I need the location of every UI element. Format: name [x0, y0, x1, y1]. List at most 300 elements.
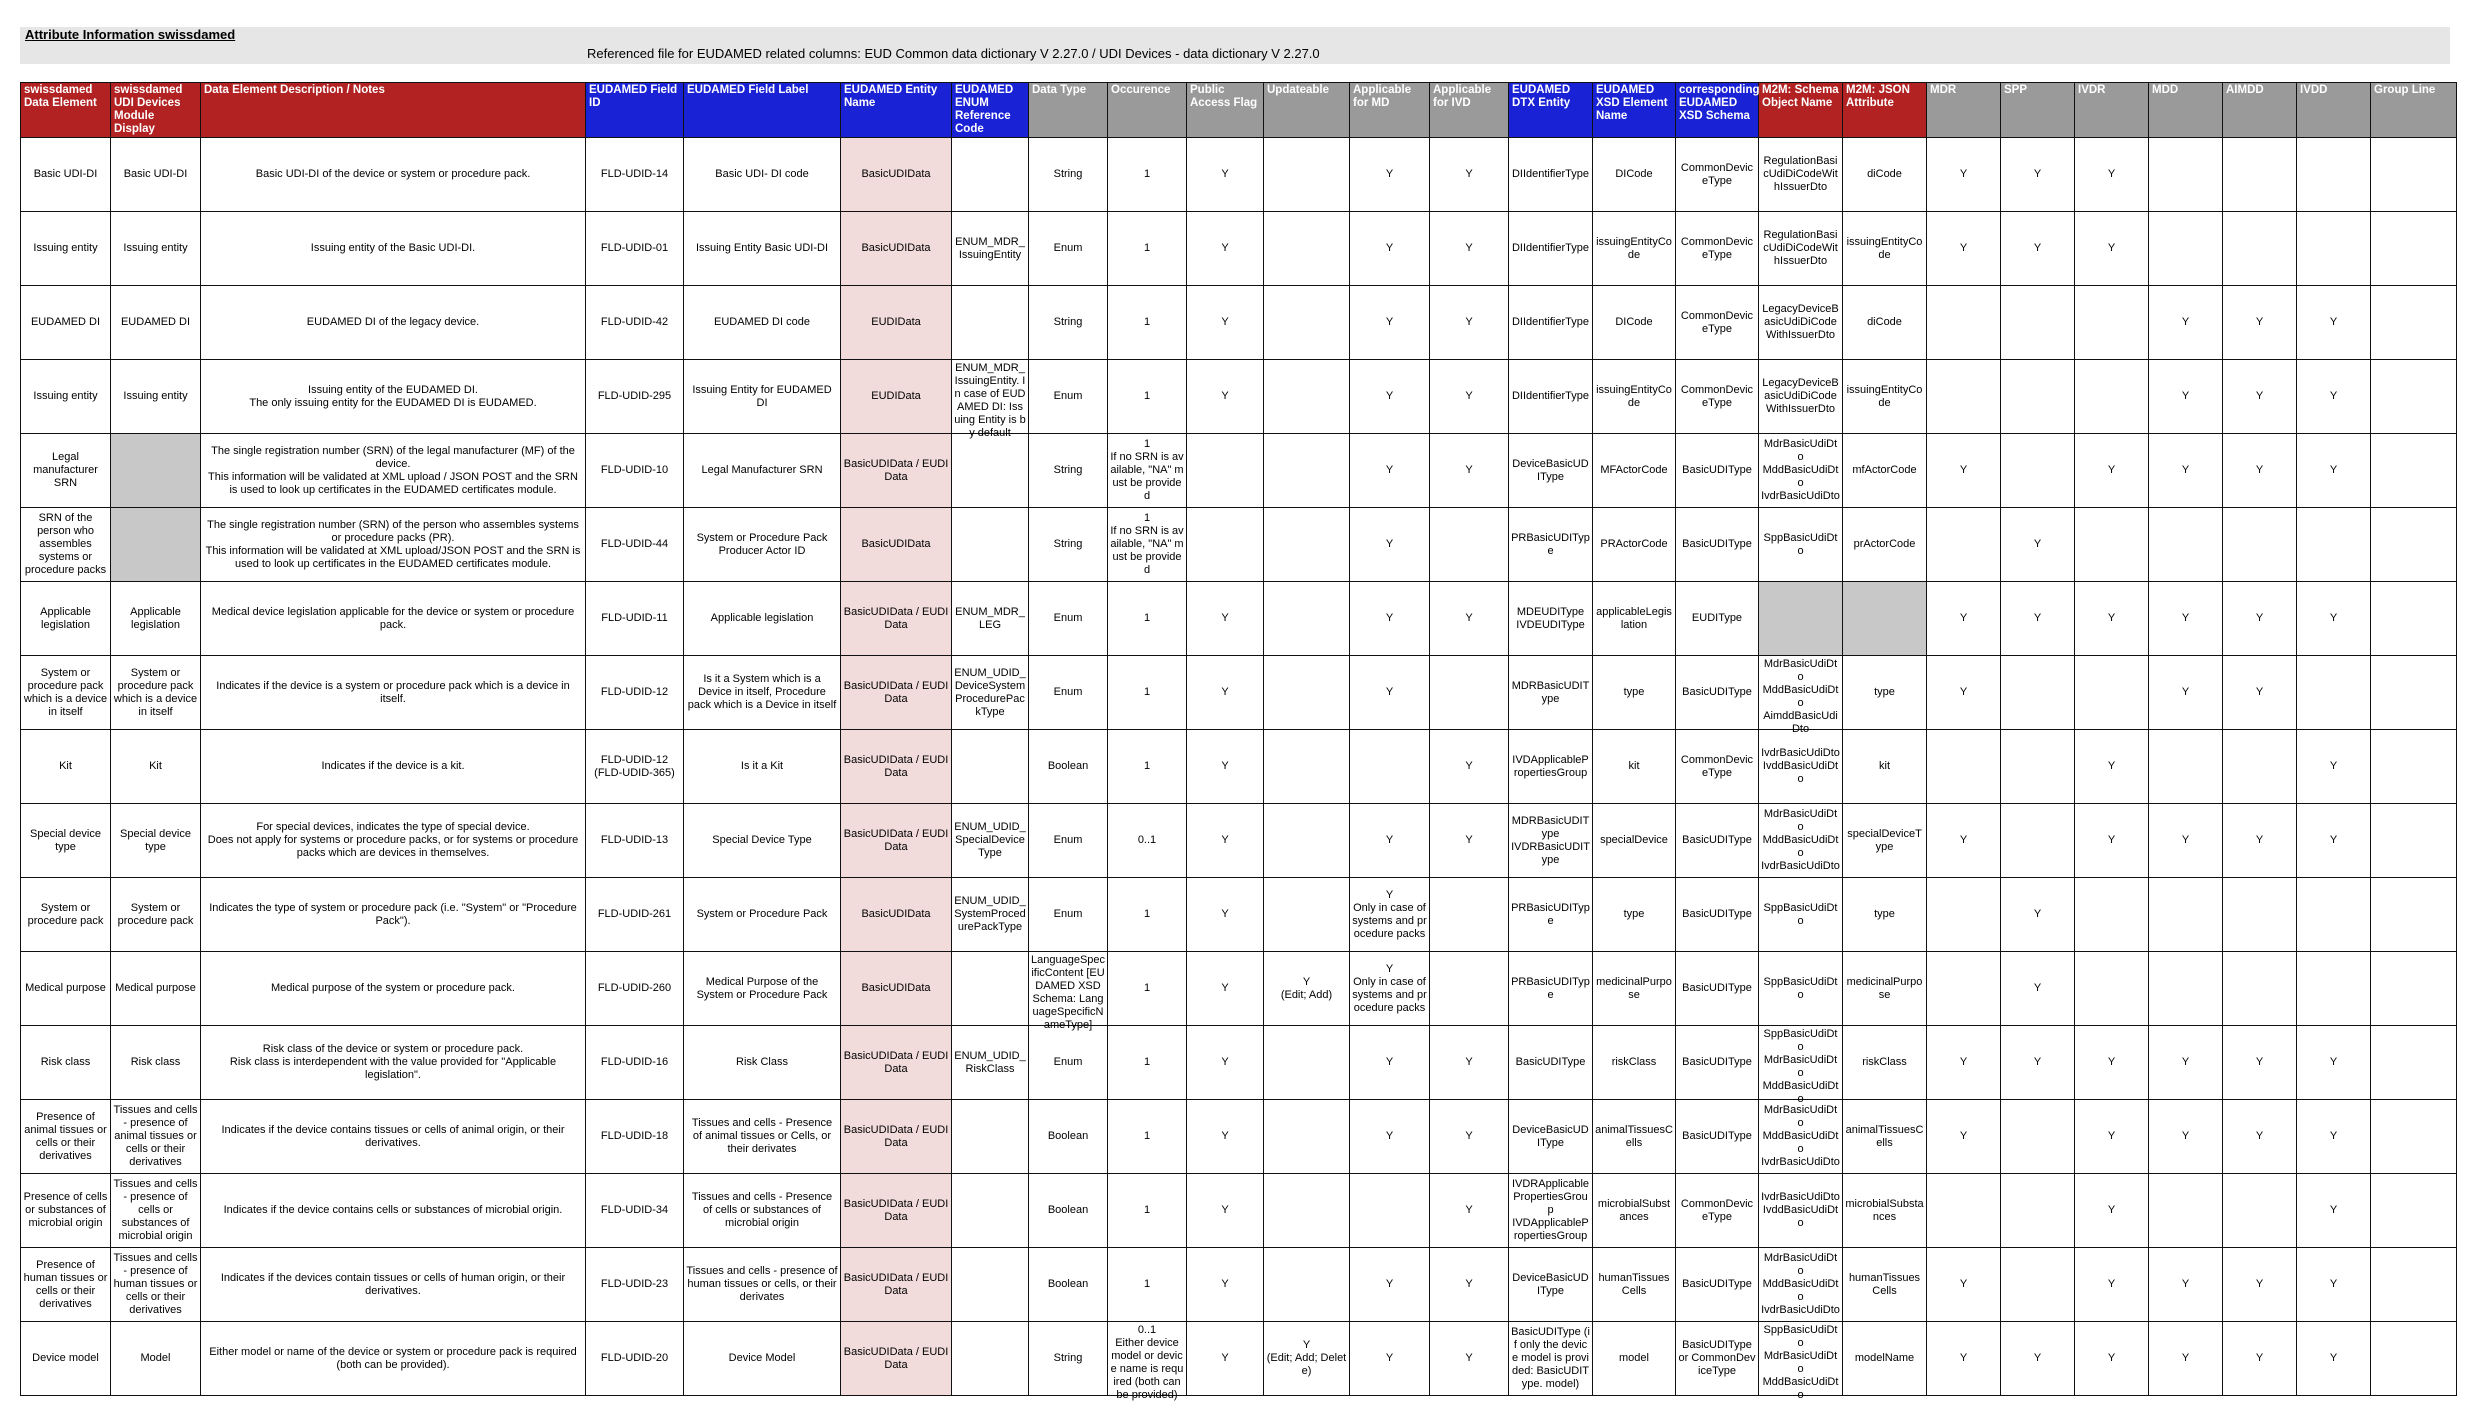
table-cell	[2223, 508, 2297, 582]
table-cell	[111, 434, 201, 508]
table-cell: BasicUDIData / EUDIData	[841, 582, 952, 656]
attribute-table	[20, 82, 2457, 1401]
column-header: swissdamed UDI Devices Module Display	[111, 83, 201, 138]
column-header: swissdamed Data Element	[21, 83, 111, 138]
table-cell: BasicUDIType	[1676, 1026, 1759, 1100]
table-cell: Y	[1430, 212, 1509, 286]
table-cell: Indicates the type of system or procedure pack (i.e. "System" or "Procedure Pack").	[201, 878, 586, 952]
column-header: EUDAMED DTX Entity	[1509, 83, 1593, 138]
table-cell	[2371, 878, 2457, 952]
table-cell: Basic UDI-DI	[111, 138, 201, 212]
table-cell: CommonDeviceType	[1676, 1174, 1759, 1248]
table-row	[21, 730, 2457, 804]
table-cell: FLD-UDID-42	[586, 286, 684, 360]
table-cell: System or Procedure Pack Producer Actor ID	[684, 508, 841, 582]
table-cell	[1264, 138, 1350, 212]
table-cell: 1	[1108, 286, 1187, 360]
table-cell: BasicUDIType (if only the device model is provided: BasicUDIType. model)	[1509, 1322, 1593, 1396]
table-cell: BasicUDIData / EUDIData	[841, 804, 952, 878]
table-cell: Presence of cells or substances of microbial origin	[21, 1174, 111, 1248]
table-cell: Y	[1187, 1322, 1264, 1396]
table-cell	[1927, 286, 2001, 360]
table-cell: BasicUDIData / EUDIData	[841, 434, 952, 508]
column-header: Group Line	[2371, 83, 2457, 138]
table-cell	[1430, 508, 1509, 582]
table-cell: Y	[1187, 1248, 1264, 1322]
table-cell: 1	[1108, 656, 1187, 730]
table-cell: 1	[1108, 1100, 1187, 1174]
table-cell: Kit	[21, 730, 111, 804]
table-cell: Y	[1430, 360, 1509, 434]
table-cell	[2075, 508, 2149, 582]
table-cell: prActorCode	[1843, 508, 1927, 582]
table-cell: DeviceBasicUDIType	[1509, 1248, 1593, 1322]
column-header: Updateable	[1264, 83, 1350, 138]
table-cell	[1843, 582, 1927, 656]
table-cell: Y	[1430, 1026, 1509, 1100]
table-cell: diCode	[1843, 138, 1927, 212]
table-cell: 1	[1108, 582, 1187, 656]
table-cell: modelName	[1843, 1322, 1927, 1396]
table-cell: Y	[1187, 138, 1264, 212]
table-cell: model	[1593, 1322, 1676, 1396]
table-cell: Tissues and cells - presence of human tissues or cells, or their derivates	[684, 1248, 841, 1322]
table-cell: BasicUDIType	[1676, 656, 1759, 730]
table-cell: DIIdentifierType	[1509, 212, 1593, 286]
table-cell: Issuing entity	[21, 212, 111, 286]
table-cell	[1927, 730, 2001, 804]
table-cell: Y	[1927, 582, 2001, 656]
table-cell: Y	[1350, 656, 1430, 730]
table-cell: PRActorCode	[1593, 508, 1676, 582]
table-cell: riskClass	[1593, 1026, 1676, 1100]
table-cell	[2371, 434, 2457, 508]
table-cell: Y	[1350, 804, 1430, 878]
table-cell: 1	[1108, 730, 1187, 804]
table-cell	[2001, 730, 2075, 804]
table-cell: Y Only in case of systems and procedure packs	[1350, 878, 1430, 952]
table-cell	[2371, 1322, 2457, 1396]
table-cell: Y	[1350, 1248, 1430, 1322]
table-cell: DICode	[1593, 286, 1676, 360]
table-cell: riskClass	[1843, 1026, 1927, 1100]
table-cell: specialDevice	[1593, 804, 1676, 878]
table-cell: Y	[1430, 1248, 1509, 1322]
table-cell: Y	[1187, 804, 1264, 878]
table-cell: FLD-UDID-12 (FLD-UDID-365)	[586, 730, 684, 804]
table-cell: Special device type	[21, 804, 111, 878]
table-cell: CommonDeviceType	[1676, 138, 1759, 212]
table-cell	[2075, 656, 2149, 730]
table-cell: BasicUDIType	[1676, 1248, 1759, 1322]
table-cell: Medical purpose	[21, 952, 111, 1026]
table-cell: issuingEntityCode	[1843, 360, 1927, 434]
table-row	[21, 804, 2457, 878]
table-cell	[952, 1174, 1029, 1248]
table-cell: Special device type	[111, 804, 201, 878]
column-header: M2M: Schema Object Name	[1759, 83, 1843, 138]
table-cell	[952, 952, 1029, 1026]
table-cell: Y	[2075, 1100, 2149, 1174]
table-cell	[2371, 730, 2457, 804]
table-cell: Issuing entity	[111, 212, 201, 286]
table-cell	[1927, 952, 2001, 1026]
table-row	[21, 1322, 2457, 1396]
table-cell	[2001, 804, 2075, 878]
table-cell: Applicable legislation	[111, 582, 201, 656]
table-cell: CommonDeviceType	[1676, 212, 1759, 286]
table-cell: System or Procedure Pack	[684, 878, 841, 952]
table-row	[21, 286, 2457, 360]
table-cell: Y	[2223, 1026, 2297, 1100]
table-cell	[2149, 508, 2223, 582]
table-cell	[1264, 582, 1350, 656]
table-cell: Y	[2075, 1174, 2149, 1248]
table-cell: ENUM_UDID_DeviceSystemProcedurePackType	[952, 656, 1029, 730]
table-cell: Y	[1927, 1100, 2001, 1174]
table-cell: type	[1843, 656, 1927, 730]
table-cell	[1264, 1248, 1350, 1322]
table-cell: Either model or name of the device or system or procedure pack is required (both can be provided).	[201, 1322, 586, 1396]
table-cell: The single registration number (SRN) of the legal manufacturer (MF) of the device. This information will be validated at XML upload / JSON POST and the SRN is used to look up certificates in the EUDAMED certificates module.	[201, 434, 586, 508]
table-cell: Basic UDI-DI of the device or system or procedure pack.	[201, 138, 586, 212]
table-cell: Y	[2223, 656, 2297, 730]
table-cell: RegulationBasicUdiDiCodeWithIssuerDto	[1759, 212, 1843, 286]
table-cell: applicableLegislation	[1593, 582, 1676, 656]
table-cell: FLD-UDID-261	[586, 878, 684, 952]
table-cell: PRBasicUDIType	[1509, 878, 1593, 952]
table-cell	[2149, 878, 2223, 952]
table-cell: Y	[2075, 1026, 2149, 1100]
table-cell: Y	[2075, 730, 2149, 804]
table-cell: Y	[1927, 138, 2001, 212]
table-cell: Y	[2001, 1322, 2075, 1396]
table-cell: Applicable legislation	[21, 582, 111, 656]
table-cell: Y	[1350, 508, 1430, 582]
table-cell	[2001, 1100, 2075, 1174]
table-cell: Medical device legislation applicable for the device or system or procedure pack.	[201, 582, 586, 656]
column-header: EUDAMED ENUM Reference Code	[952, 83, 1029, 138]
table-cell: Y	[1430, 1322, 1509, 1396]
table-cell: Device Model	[684, 1322, 841, 1396]
table-row	[21, 212, 2457, 286]
table-cell: SppBasicUdiDto	[1759, 878, 1843, 952]
table-cell: Y	[2001, 878, 2075, 952]
table-cell: Enum	[1029, 656, 1108, 730]
table-cell	[1927, 878, 2001, 952]
column-header: Occurence	[1108, 83, 1187, 138]
table-cell	[1927, 360, 2001, 434]
table-cell	[1430, 952, 1509, 1026]
table-cell: Y	[1350, 1026, 1430, 1100]
table-cell: humanTissuesCells	[1593, 1248, 1676, 1322]
table-cell: Y Only in case of systems and procedure packs	[1350, 952, 1430, 1026]
table-cell: Issuing entity of the Basic UDI-DI.	[201, 212, 586, 286]
table-cell: ENUM_UDID_RiskClass	[952, 1026, 1029, 1100]
table-cell: Y	[2149, 286, 2223, 360]
table-cell	[1264, 508, 1350, 582]
table-cell: Tissues and cells - presence of animal tissues or cells or their derivatives	[111, 1100, 201, 1174]
table-cell	[952, 286, 1029, 360]
table-cell: Issuing Entity for EUDAMED DI	[684, 360, 841, 434]
table-cell: 1	[1108, 1248, 1187, 1322]
table-cell: Y	[1927, 1248, 2001, 1322]
table-cell: Y	[1350, 360, 1430, 434]
table-cell	[2371, 804, 2457, 878]
table-cell: Is it a Kit	[684, 730, 841, 804]
table-cell: System or procedure pack which is a device in itself	[21, 656, 111, 730]
table-cell	[2075, 952, 2149, 1026]
column-header: SPP	[2001, 83, 2075, 138]
table-cell: MdrBasicUdiDto MddBasicUdiDto IvdrBasicUdiDto	[1759, 1100, 1843, 1174]
table-cell: 1 If no SRN is available, "NA" must be provided	[1108, 434, 1187, 508]
table-cell	[1350, 1174, 1430, 1248]
table-cell	[1264, 730, 1350, 804]
table-cell	[2223, 212, 2297, 286]
table-row	[21, 1100, 2457, 1174]
table-cell: FLD-UDID-20	[586, 1322, 684, 1396]
table-cell: Y	[2001, 1026, 2075, 1100]
table-cell: Y	[1187, 360, 1264, 434]
table-row	[21, 878, 2457, 952]
table-cell: Y	[1430, 286, 1509, 360]
table-cell: Special Device Type	[684, 804, 841, 878]
table-cell: Y	[2223, 360, 2297, 434]
table-cell: Y	[2223, 286, 2297, 360]
table-cell: Y	[1927, 656, 2001, 730]
table-cell	[1264, 360, 1350, 434]
table-cell: type	[1843, 878, 1927, 952]
table-cell: Y	[2297, 360, 2371, 434]
table-cell: Y	[2149, 1248, 2223, 1322]
table-cell	[2001, 360, 2075, 434]
table-cell: Is it a System which is a Device in itself, Procedure pack which is a Device in itself	[684, 656, 841, 730]
table-cell: MdrBasicUdiDto MddBasicUdiDto AimddBasicUdiDto	[1759, 656, 1843, 730]
table-cell	[1430, 656, 1509, 730]
table-cell: FLD-UDID-12	[586, 656, 684, 730]
table-cell: BasicUDIType	[1676, 804, 1759, 878]
table-cell	[2001, 286, 2075, 360]
table-cell: FLD-UDID-10	[586, 434, 684, 508]
column-header: Data Type	[1029, 83, 1108, 138]
table-cell: Y	[2149, 582, 2223, 656]
table-cell: Y	[1187, 1100, 1264, 1174]
table-cell	[2075, 360, 2149, 434]
table-cell: LegacyDeviceBasicUdiDiCodeWithIssuerDto	[1759, 360, 1843, 434]
table-cell: Y	[2223, 1248, 2297, 1322]
table-cell: System or procedure pack	[21, 878, 111, 952]
column-header: Public Access Flag	[1187, 83, 1264, 138]
table-cell: String	[1029, 286, 1108, 360]
table-cell: Issuing Entity Basic UDI-DI	[684, 212, 841, 286]
table-cell: Enum	[1029, 878, 1108, 952]
table-cell: Model	[111, 1322, 201, 1396]
table-row	[21, 1026, 2457, 1100]
table-row	[21, 434, 2457, 508]
table-cell: Boolean	[1029, 730, 1108, 804]
table-cell: Device model	[21, 1322, 111, 1396]
table-cell	[2297, 508, 2371, 582]
table-cell	[2149, 952, 2223, 1026]
table-row	[21, 582, 2457, 656]
table-cell	[1264, 656, 1350, 730]
table-cell: Y	[1350, 1100, 1430, 1174]
table-cell: Y	[1430, 434, 1509, 508]
table-cell	[2371, 656, 2457, 730]
table-cell	[1264, 1026, 1350, 1100]
table-cell: DeviceBasicUDIType	[1509, 434, 1593, 508]
table-cell: Enum	[1029, 582, 1108, 656]
table-cell: SppBasicUdiDto MdrBasicUdiDto MddBasicUdiDto	[1759, 1322, 1843, 1396]
table-cell: FLD-UDID-01	[586, 212, 684, 286]
column-header: EUDAMED Field Label	[684, 83, 841, 138]
table-cell	[2001, 1248, 2075, 1322]
table-row	[21, 1174, 2457, 1248]
table-cell: BasicUDIData / EUDIData	[841, 1174, 952, 1248]
table-cell	[2223, 878, 2297, 952]
table-cell: BasicUDIData / EUDIData	[841, 1026, 952, 1100]
table-cell	[2371, 360, 2457, 434]
table-cell: Y (Edit; Add)	[1264, 952, 1350, 1026]
table-cell: BasicUDIData	[841, 138, 952, 212]
table-cell: FLD-UDID-295	[586, 360, 684, 434]
column-header: EUDAMED XSD Element Name	[1593, 83, 1676, 138]
table-cell	[952, 1100, 1029, 1174]
table-cell: Y	[2297, 1174, 2371, 1248]
table-cell: Y	[1350, 138, 1430, 212]
table-cell: Y	[1430, 804, 1509, 878]
table-cell: RegulationBasicUdiDiCodeWithIssuerDto	[1759, 138, 1843, 212]
table-cell: MdrBasicUdiDto MddBasicUdiDto IvdrBasicUdiDto	[1759, 1248, 1843, 1322]
table-cell: 1	[1108, 878, 1187, 952]
table-cell: Y	[1187, 952, 1264, 1026]
table-cell: Tissues and cells - Presence of cells or substances of microbial origin	[684, 1174, 841, 1248]
table-cell: EUDAMED DI	[111, 286, 201, 360]
table-cell	[1264, 1174, 1350, 1248]
table-cell: Y	[1927, 1322, 2001, 1396]
table-cell: Indicates if the device contains cells or substances of microbial origin.	[201, 1174, 586, 1248]
table-cell	[2371, 1248, 2457, 1322]
table-cell	[952, 730, 1029, 804]
table-cell: Y	[2149, 1100, 2223, 1174]
table-cell	[1927, 1174, 2001, 1248]
table-cell	[2223, 1174, 2297, 1248]
table-cell: For special devices, indicates the type of special device. Does not apply for systems or procedure packs, or for systems or procedure packs which are devices in themselves.	[201, 804, 586, 878]
table-cell: Y (Edit; Add; Delete)	[1264, 1322, 1350, 1396]
table-cell: ENUM_UDID_SystemProcedurePackType	[952, 878, 1029, 952]
table-cell: Y	[1350, 286, 1430, 360]
table-cell: Y	[2149, 1026, 2223, 1100]
column-header: EUDAMED Entity Name	[841, 83, 952, 138]
table-cell: Y	[1187, 1174, 1264, 1248]
table-cell: Y	[2001, 508, 2075, 582]
table-cell: animalTissuesCells	[1593, 1100, 1676, 1174]
table-cell: Risk class of the device or system or procedure pack. Risk class is interdependent with the value provided for "Applicable legislation".	[201, 1026, 586, 1100]
table-cell: Indicates if the device is a kit.	[201, 730, 586, 804]
table-cell: MDRBasicUDIType IVDRBasicUDIType	[1509, 804, 1593, 878]
table-cell: CommonDeviceType	[1676, 286, 1759, 360]
table-cell	[2371, 1174, 2457, 1248]
table-cell: Tissues and cells - presence of human tissues or cells or their derivatives	[111, 1248, 201, 1322]
table-cell: Boolean	[1029, 1100, 1108, 1174]
table-cell: Y	[2297, 286, 2371, 360]
table-cell: FLD-UDID-44	[586, 508, 684, 582]
table-cell: Y	[2297, 1026, 2371, 1100]
table-cell: Applicable legislation	[684, 582, 841, 656]
table-cell: Y	[1927, 212, 2001, 286]
table-cell: BasicUDIType	[1676, 952, 1759, 1026]
table-cell: Risk class	[111, 1026, 201, 1100]
table-cell	[2371, 582, 2457, 656]
table-cell: Y	[2149, 434, 2223, 508]
table-cell	[2223, 952, 2297, 1026]
table-cell: Y	[1430, 582, 1509, 656]
table-cell: BasicUDIData / EUDIData	[841, 1248, 952, 1322]
table-row	[21, 1248, 2457, 1322]
table-cell: Boolean	[1029, 1174, 1108, 1248]
table-cell: BasicUDIType	[1676, 878, 1759, 952]
table-cell: type	[1593, 656, 1676, 730]
table-cell: EUDIType	[1676, 582, 1759, 656]
table-cell: diCode	[1843, 286, 1927, 360]
table-cell: Legal manufacturer SRN	[21, 434, 111, 508]
table-cell: Y	[1187, 286, 1264, 360]
table-cell: BasicUDIData / EUDIData	[841, 656, 952, 730]
column-header: IVDR	[2075, 83, 2149, 138]
table-cell	[1430, 878, 1509, 952]
column-header: Applicable for IVD	[1430, 83, 1509, 138]
table-cell: kit	[1593, 730, 1676, 804]
table-cell: BasicUDIType or CommonDeviceType	[1676, 1322, 1759, 1396]
table-cell: Indicates if the device is a system or procedure pack which is a device in itself.	[201, 656, 586, 730]
table-cell: BasicUDIType	[1509, 1026, 1593, 1100]
table-cell	[952, 1322, 1029, 1396]
table-cell: DeviceBasicUDIType	[1509, 1100, 1593, 1174]
table-cell: 0..1	[1108, 804, 1187, 878]
table-cell: Basic UDI- DI code	[684, 138, 841, 212]
table-cell: System or procedure pack	[111, 878, 201, 952]
table-cell: Y	[2001, 212, 2075, 286]
table-cell: Y	[1350, 434, 1430, 508]
table-cell: BasicUDIData	[841, 952, 952, 1026]
table-cell	[2001, 1174, 2075, 1248]
table-cell	[2297, 138, 2371, 212]
table-cell	[2297, 212, 2371, 286]
column-header: AIMDD	[2223, 83, 2297, 138]
table-cell: Risk Class	[684, 1026, 841, 1100]
table-cell: FLD-UDID-14	[586, 138, 684, 212]
table-cell: MDRBasicUDIType	[1509, 656, 1593, 730]
table-cell: Y	[1350, 1322, 1430, 1396]
table-cell: BasicUDIData	[841, 508, 952, 582]
table-cell: SppBasicUdiDto	[1759, 508, 1843, 582]
column-header: corresponding EUDAMED XSD Schema	[1676, 83, 1759, 138]
table-cell	[952, 1248, 1029, 1322]
table-cell: specialDeviceType	[1843, 804, 1927, 878]
table-cell: MDEUDIType IVDEUDIType	[1509, 582, 1593, 656]
table-cell: Medical purpose	[111, 952, 201, 1026]
table-cell: ENUM_UDID_SpecialDeviceType	[952, 804, 1029, 878]
table-cell	[2149, 730, 2223, 804]
table-cell: humanTissuesCells	[1843, 1248, 1927, 1322]
table-cell: String	[1029, 508, 1108, 582]
table-cell: SRN of the person who assembles systems or procedure packs	[21, 508, 111, 582]
column-header: Data Element Description / Notes	[201, 83, 586, 138]
table-cell	[1264, 1100, 1350, 1174]
table-cell: Y	[2001, 138, 2075, 212]
table-cell	[2371, 508, 2457, 582]
table-cell: animalTissuesCells	[1843, 1100, 1927, 1174]
